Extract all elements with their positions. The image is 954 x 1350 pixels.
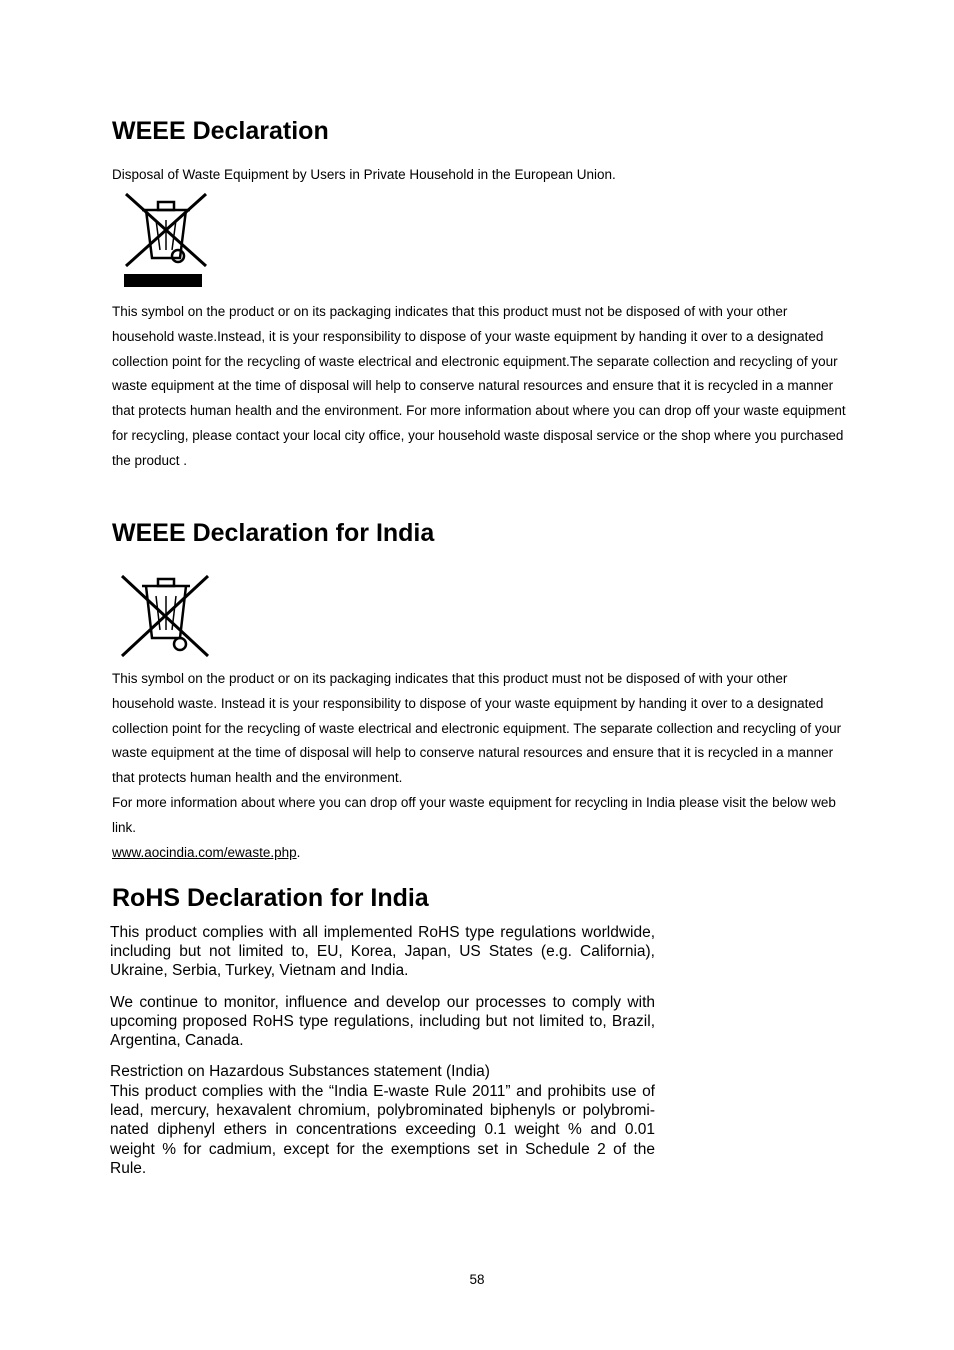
rohs-para-2: We continue to monitor, influence and develop our processes to comply with upcoming proposed RoHS type regulations, including but not limited to, Brazil, Argentina, Canada. [110, 994, 655, 1050]
link-suffix: . [296, 844, 301, 860]
weee-bin-icon [120, 190, 212, 290]
rohs-para-1: This product complies with all implemented RoHS type regulations worldwide, including but not limited to, EU, Korea, Japan, US States (e.g. California), Ukraine, Serbia, Turkey, Vietnam and India. [110, 924, 655, 980]
weee-body: This symbol on the product or on its packaging indicates that this product must not be disposed of with your other household waste.Instead, it is your responsibility to dispose of your waste equipment by handing it over to a designated collection point for the recycling of waste electrical and electronic equipment.The separate collection and recycling of your waste equipment at the time of disposal will help to conserve natural resources and ensure that it is recycled in a manner that protects human health and the environment. For more information about where you can drop off your waste equipment for recycling, please contact your local city office, your household waste disposal service or the shop where you purchased the product . [112, 304, 846, 468]
rohs-india-title: RoHS Declaration for India [112, 884, 429, 912]
weee-india-title: WEEE Declaration for India [112, 519, 435, 547]
weee-bin-india-icon [118, 572, 212, 660]
page-number: 58 [469, 1272, 485, 1287]
rohs-subheading: Restriction on Hazardous Substances statement (India) [110, 1063, 490, 1080]
weee-india-body: This symbol on the product or on its packaging indicates that this product must not be disposed of with your other household waste. Instead it is your responsibility to dispose of your waste equipment by handing it over to a designated collection point for the recycling of waste electrical and electronic equipment. The separate collection and recycling of your waste equipment at the time of disposal will help to conserve natural resources and ensure that it is recycled in a manner that protects human health and the environment. For more information about where you can drop off your waste equipment for recycling in India please visit the below web link. www.aocindia.com/ewaste.php. [112, 671, 842, 860]
weee-subtitle: Disposal of Waste Equipment by Users in Private Household in the European Union. [112, 167, 616, 182]
rohs-para-3: This product complies with the “India E-waste Rule 2011” and prohibits use of lead, mercury, hexavalent chromium, polybrominated biphenyls or polybromi-nated diphenyl ethers in concentrations exceeding 0.1 weight % and 0.01 weight % for cadmium, except for the exemptions set in Schedule 2 of the Rule. [110, 1083, 655, 1177]
weee-title: WEEE Declaration [112, 117, 329, 145]
ewaste-link[interactable]: www.aocindia.com/ewaste.php [112, 844, 297, 860]
